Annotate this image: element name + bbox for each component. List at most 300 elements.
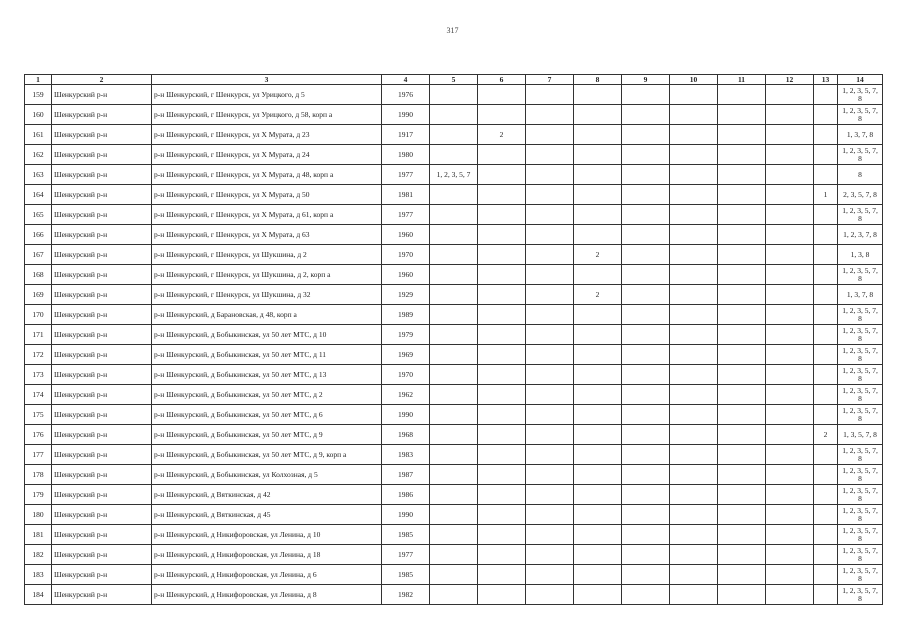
col-6-cell — [478, 465, 526, 485]
table-row — [25, 185, 883, 205]
col-6-cell — [478, 105, 526, 125]
year-cell: 1983 — [382, 445, 430, 465]
col-12-cell — [766, 325, 814, 345]
col-9-cell — [622, 165, 670, 185]
row-number-cell: 175 — [25, 405, 52, 425]
row-number-cell: 164 — [25, 185, 52, 205]
col-12-cell — [766, 165, 814, 185]
col-5-cell — [430, 245, 478, 265]
col-5-cell — [430, 505, 478, 525]
table-row — [25, 245, 883, 265]
district-cell: Шенкурский р-н — [52, 305, 152, 325]
district-cell: Шенкурский р-н — [52, 485, 152, 505]
table-row — [25, 525, 883, 545]
col-12-cell — [766, 125, 814, 145]
col-8-cell — [574, 425, 622, 445]
address-cell: р-н Шенкурский, д Бобыкинская, ул 50 лет МТС, д 10 — [152, 325, 382, 345]
col-12-cell — [766, 505, 814, 525]
address-cell: р-н Шенкурский, г Шенкурск, ул Х Мурата, д 61, корп а — [152, 205, 382, 225]
district-cell: Шенкурский р-н — [52, 165, 152, 185]
col-8-cell — [574, 585, 622, 605]
col-7-cell — [526, 125, 574, 145]
address-cell: р-н Шенкурский, г Шенкурск, ул Урицкого, д 5 — [152, 85, 382, 105]
col-14-cell: 1, 2, 3, 5, 7, 8 — [838, 585, 883, 605]
col-8-cell — [574, 465, 622, 485]
year-cell: 1990 — [382, 105, 430, 125]
col-10-cell — [670, 105, 718, 125]
col-13-cell — [814, 445, 838, 465]
col-10-cell — [670, 465, 718, 485]
col-13-cell — [814, 125, 838, 145]
year-cell: 1960 — [382, 225, 430, 245]
col-9-cell — [622, 565, 670, 585]
col-11-cell — [718, 565, 766, 585]
table-row — [25, 545, 883, 565]
col-5-cell — [430, 325, 478, 345]
col-9-cell — [622, 105, 670, 125]
col-14-cell: 1, 2, 3, 5, 7, 8 — [838, 445, 883, 465]
col-13-cell — [814, 305, 838, 325]
row-number-cell: 178 — [25, 465, 52, 485]
col-12-cell — [766, 405, 814, 425]
col-5-cell — [430, 105, 478, 125]
col-8-cell — [574, 325, 622, 345]
address-cell: р-н Шенкурский, д Никифоровская, ул Ленина, д 10 — [152, 525, 382, 545]
year-cell: 1979 — [382, 325, 430, 345]
col-13-cell — [814, 145, 838, 165]
col-10-cell — [670, 245, 718, 265]
col-7-cell — [526, 365, 574, 385]
col-14-cell: 1, 2, 3, 5, 7, 8 — [838, 85, 883, 105]
col-9-cell — [622, 225, 670, 245]
col-12-cell — [766, 205, 814, 225]
address-cell: р-н Шенкурский, д Барановская, д 48, корп а — [152, 305, 382, 325]
year-cell: 1980 — [382, 145, 430, 165]
col-6-cell — [478, 445, 526, 465]
col-11-cell — [718, 125, 766, 145]
col-14-cell: 1, 2, 3, 5, 7, 8 — [838, 525, 883, 545]
col-11-cell — [718, 365, 766, 385]
year-cell: 1968 — [382, 425, 430, 445]
col-9-cell — [622, 85, 670, 105]
col-6-cell — [478, 425, 526, 445]
col-12-cell — [766, 265, 814, 285]
address-cell: р-н Шенкурский, д Никифоровская, ул Ленина, д 18 — [152, 545, 382, 565]
col-6-cell — [478, 405, 526, 425]
col-6-cell — [478, 485, 526, 505]
row-number-cell: 181 — [25, 525, 52, 545]
col-11-cell — [718, 585, 766, 605]
col-14-cell: 1, 3, 7, 8 — [838, 285, 883, 305]
col-13-cell — [814, 265, 838, 285]
table-row — [25, 365, 883, 385]
table-row — [25, 345, 883, 365]
col-8-cell — [574, 545, 622, 565]
col-5-cell — [430, 425, 478, 445]
col-5-cell — [430, 185, 478, 205]
col-8-cell — [574, 165, 622, 185]
col-6-cell: 2 — [478, 125, 526, 145]
col-8-cell — [574, 185, 622, 205]
column-header: 5 — [430, 75, 478, 85]
col-8-cell — [574, 105, 622, 125]
table-row — [25, 565, 883, 585]
col-13-cell — [814, 465, 838, 485]
col-14-cell: 1, 3, 5, 7, 8 — [838, 425, 883, 445]
col-14-cell: 1, 2, 3, 5, 7, 8 — [838, 265, 883, 285]
col-12-cell — [766, 345, 814, 365]
col-10-cell — [670, 585, 718, 605]
row-number-cell: 171 — [25, 325, 52, 345]
year-cell: 1987 — [382, 465, 430, 485]
address-cell: р-н Шенкурский, д Бобыкинская, ул 50 лет МТС, д 2 — [152, 385, 382, 405]
col-12-cell — [766, 105, 814, 125]
address-cell: р-н Шенкурский, г Шенкурск, ул Шукшина, д 32 — [152, 285, 382, 305]
district-cell: Шенкурский р-н — [52, 185, 152, 205]
row-number-cell: 161 — [25, 125, 52, 145]
col-10-cell — [670, 385, 718, 405]
col-14-cell: 1, 2, 3, 5, 7, 8 — [838, 205, 883, 225]
col-8-cell: 2 — [574, 245, 622, 265]
col-6-cell — [478, 165, 526, 185]
col-11-cell — [718, 385, 766, 405]
col-13-cell — [814, 85, 838, 105]
year-cell: 1962 — [382, 385, 430, 405]
col-11-cell — [718, 525, 766, 545]
year-cell: 1989 — [382, 305, 430, 325]
col-6-cell — [478, 505, 526, 525]
col-5-cell — [430, 445, 478, 465]
table-row — [25, 405, 883, 425]
col-6-cell — [478, 285, 526, 305]
col-14-cell: 2, 3, 5, 7, 8 — [838, 185, 883, 205]
col-5-cell — [430, 365, 478, 385]
column-header: 11 — [718, 75, 766, 85]
col-10-cell — [670, 285, 718, 305]
col-13-cell — [814, 205, 838, 225]
district-cell: Шенкурский р-н — [52, 205, 152, 225]
col-14-cell: 1, 2, 3, 5, 7, 8 — [838, 365, 883, 385]
col-7-cell — [526, 145, 574, 165]
col-9-cell — [622, 325, 670, 345]
year-cell: 1977 — [382, 545, 430, 565]
col-12-cell — [766, 585, 814, 605]
col-10-cell — [670, 405, 718, 425]
col-10-cell — [670, 125, 718, 145]
col-13-cell: 2 — [814, 425, 838, 445]
address-cell: р-н Шенкурский, г Шенкурск, ул Шукшина, д 2, корп а — [152, 265, 382, 285]
row-number-cell: 176 — [25, 425, 52, 445]
col-9-cell — [622, 385, 670, 405]
col-12-cell — [766, 525, 814, 545]
address-cell: р-н Шенкурский, д Вяткинская, д 42 — [152, 485, 382, 505]
district-cell: Шенкурский р-н — [52, 125, 152, 145]
col-8-cell — [574, 405, 622, 425]
col-12-cell — [766, 145, 814, 165]
col-7-cell — [526, 105, 574, 125]
row-number-cell: 162 — [25, 145, 52, 165]
col-12-cell — [766, 445, 814, 465]
col-11-cell — [718, 145, 766, 165]
col-6-cell — [478, 225, 526, 245]
housing-table — [24, 74, 883, 605]
col-12-cell — [766, 365, 814, 385]
col-8-cell — [574, 485, 622, 505]
district-cell: Шенкурский р-н — [52, 265, 152, 285]
col-5-cell — [430, 305, 478, 325]
district-cell: Шенкурский р-н — [52, 385, 152, 405]
column-header: 8 — [574, 75, 622, 85]
column-header: 7 — [526, 75, 574, 85]
col-10-cell — [670, 345, 718, 365]
col-14-cell: 1, 2, 3, 5, 7, 8 — [838, 305, 883, 325]
col-11-cell — [718, 405, 766, 425]
col-11-cell — [718, 505, 766, 525]
col-14-cell: 1, 2, 3, 7, 8 — [838, 225, 883, 245]
col-8-cell — [574, 305, 622, 325]
address-cell: р-н Шенкурский, д Бобыкинская, ул 50 лет МТС, д 9 — [152, 425, 382, 445]
row-number-cell: 177 — [25, 445, 52, 465]
col-13-cell — [814, 525, 838, 545]
col-11-cell — [718, 165, 766, 185]
col-7-cell — [526, 405, 574, 425]
district-cell: Шенкурский р-н — [52, 585, 152, 605]
col-13-cell — [814, 545, 838, 565]
table-row — [25, 445, 883, 465]
col-11-cell — [718, 345, 766, 365]
col-12-cell — [766, 565, 814, 585]
col-6-cell — [478, 185, 526, 205]
table-row — [25, 85, 883, 105]
col-11-cell — [718, 445, 766, 465]
year-cell: 1990 — [382, 405, 430, 425]
col-7-cell — [526, 185, 574, 205]
page-number: 317 — [446, 26, 459, 35]
table-row — [25, 325, 883, 345]
col-7-cell — [526, 285, 574, 305]
col-7-cell — [526, 205, 574, 225]
col-13-cell — [814, 225, 838, 245]
col-6-cell — [478, 265, 526, 285]
address-cell: р-н Шенкурский, г Шенкурск, ул Шукшина, д 2 — [152, 245, 382, 265]
row-number-cell: 182 — [25, 545, 52, 565]
col-12-cell — [766, 185, 814, 205]
year-cell: 1917 — [382, 125, 430, 145]
col-12-cell — [766, 485, 814, 505]
col-13-cell — [814, 385, 838, 405]
column-header: 12 — [766, 75, 814, 85]
district-cell: Шенкурский р-н — [52, 225, 152, 245]
table-row — [25, 425, 883, 445]
col-7-cell — [526, 545, 574, 565]
col-9-cell — [622, 365, 670, 385]
col-11-cell — [718, 185, 766, 205]
year-cell: 1970 — [382, 365, 430, 385]
col-9-cell — [622, 485, 670, 505]
row-number-cell: 163 — [25, 165, 52, 185]
col-7-cell — [526, 325, 574, 345]
address-cell: р-н Шенкурский, д Бобыкинская, ул 50 лет МТС, д 11 — [152, 345, 382, 365]
col-14-cell: 1, 2, 3, 5, 7, 8 — [838, 105, 883, 125]
col-10-cell — [670, 505, 718, 525]
col-9-cell — [622, 305, 670, 325]
col-8-cell — [574, 205, 622, 225]
col-13-cell — [814, 165, 838, 185]
table-row — [25, 145, 883, 165]
table-row — [25, 385, 883, 405]
table-row — [25, 485, 883, 505]
col-10-cell — [670, 565, 718, 585]
district-cell: Шенкурский р-н — [52, 425, 152, 445]
col-12-cell — [766, 225, 814, 245]
col-8-cell: 2 — [574, 285, 622, 305]
year-cell: 1985 — [382, 525, 430, 545]
col-13-cell — [814, 365, 838, 385]
col-11-cell — [718, 225, 766, 245]
col-10-cell — [670, 485, 718, 505]
col-12-cell — [766, 465, 814, 485]
col-14-cell: 1, 2, 3, 5, 7, 8 — [838, 485, 883, 505]
row-number-cell: 179 — [25, 485, 52, 505]
col-13-cell — [814, 345, 838, 365]
col-8-cell — [574, 345, 622, 365]
col-8-cell — [574, 565, 622, 585]
year-cell: 1982 — [382, 585, 430, 605]
row-number-cell: 174 — [25, 385, 52, 405]
col-6-cell — [478, 385, 526, 405]
col-11-cell — [718, 285, 766, 305]
col-9-cell — [622, 345, 670, 365]
district-cell: Шенкурский р-н — [52, 505, 152, 525]
col-10-cell — [670, 445, 718, 465]
col-6-cell — [478, 365, 526, 385]
col-8-cell — [574, 385, 622, 405]
district-cell: Шенкурский р-н — [52, 525, 152, 545]
col-11-cell — [718, 485, 766, 505]
address-cell: р-н Шенкурский, г Шенкурск, ул Х Мурата, д 48, корп а — [152, 165, 382, 185]
table-header-row — [25, 75, 883, 85]
year-cell: 1977 — [382, 205, 430, 225]
col-5-cell — [430, 405, 478, 425]
col-10-cell — [670, 265, 718, 285]
district-cell: Шенкурский р-н — [52, 85, 152, 105]
col-7-cell — [526, 485, 574, 505]
col-7-cell — [526, 225, 574, 245]
col-7-cell — [526, 345, 574, 365]
address-cell: р-н Шенкурский, д Бобыкинская, ул 50 лет МТС, д 9, корп а — [152, 445, 382, 465]
col-7-cell — [526, 305, 574, 325]
col-13-cell — [814, 245, 838, 265]
table-row — [25, 505, 883, 525]
district-cell: Шенкурский р-н — [52, 345, 152, 365]
col-8-cell — [574, 125, 622, 145]
col-9-cell — [622, 525, 670, 545]
table-row — [25, 285, 883, 305]
col-14-cell: 1, 3, 8 — [838, 245, 883, 265]
col-11-cell — [718, 325, 766, 345]
table-row — [25, 225, 883, 245]
year-cell: 1929 — [382, 285, 430, 305]
address-cell: р-н Шенкурский, д Никифоровская, ул Ленина, д 6 — [152, 565, 382, 585]
column-header: 2 — [52, 75, 152, 85]
col-8-cell — [574, 145, 622, 165]
year-cell: 1981 — [382, 185, 430, 205]
address-cell: р-н Шенкурский, г Шенкурск, ул Урицкого, д 58, корп а — [152, 105, 382, 125]
col-9-cell — [622, 445, 670, 465]
row-number-cell: 180 — [25, 505, 52, 525]
column-header: 6 — [478, 75, 526, 85]
col-11-cell — [718, 265, 766, 285]
col-8-cell — [574, 225, 622, 245]
col-7-cell — [526, 525, 574, 545]
address-cell: р-н Шенкурский, д Бобыкинская, ул 50 лет МТС, д 6 — [152, 405, 382, 425]
table-row — [25, 585, 883, 605]
col-5-cell — [430, 585, 478, 605]
district-cell: Шенкурский р-н — [52, 405, 152, 425]
year-cell: 1990 — [382, 505, 430, 525]
col-10-cell — [670, 225, 718, 245]
address-cell: р-н Шенкурский, д Вяткинская, д 45 — [152, 505, 382, 525]
col-6-cell — [478, 325, 526, 345]
district-cell: Шенкурский р-н — [52, 565, 152, 585]
col-7-cell — [526, 85, 574, 105]
col-10-cell — [670, 145, 718, 165]
row-number-cell: 184 — [25, 585, 52, 605]
col-10-cell — [670, 165, 718, 185]
col-8-cell — [574, 365, 622, 385]
column-header: 13 — [814, 75, 838, 85]
col-5-cell — [430, 125, 478, 145]
address-cell: р-н Шенкурский, д Бобыкинская, ул 50 лет МТС, д 13 — [152, 365, 382, 385]
row-number-cell: 167 — [25, 245, 52, 265]
col-14-cell: 1, 2, 3, 5, 7, 8 — [838, 545, 883, 565]
column-header: 4 — [382, 75, 430, 85]
table-body — [25, 85, 883, 605]
col-14-cell: 1, 2, 3, 5, 7, 8 — [838, 385, 883, 405]
col-7-cell — [526, 165, 574, 185]
col-13-cell — [814, 105, 838, 125]
col-9-cell — [622, 145, 670, 165]
district-cell: Шенкурский р-н — [52, 545, 152, 565]
col-7-cell — [526, 585, 574, 605]
col-12-cell — [766, 385, 814, 405]
col-10-cell — [670, 205, 718, 225]
col-14-cell: 1, 2, 3, 5, 7, 8 — [838, 345, 883, 365]
col-9-cell — [622, 405, 670, 425]
col-13-cell — [814, 325, 838, 345]
col-12-cell — [766, 545, 814, 565]
row-number-cell: 183 — [25, 565, 52, 585]
row-number-cell: 169 — [25, 285, 52, 305]
col-11-cell — [718, 85, 766, 105]
col-11-cell — [718, 245, 766, 265]
col-12-cell — [766, 305, 814, 325]
col-5-cell — [430, 205, 478, 225]
col-11-cell — [718, 545, 766, 565]
col-5-cell — [430, 265, 478, 285]
column-header: 3 — [152, 75, 382, 85]
year-cell: 1977 — [382, 165, 430, 185]
row-number-cell: 168 — [25, 265, 52, 285]
col-6-cell — [478, 145, 526, 165]
col-9-cell — [622, 585, 670, 605]
row-number-cell: 173 — [25, 365, 52, 385]
col-7-cell — [526, 245, 574, 265]
col-6-cell — [478, 245, 526, 265]
col-11-cell — [718, 425, 766, 445]
column-header: 14 — [838, 75, 883, 85]
address-cell: р-н Шенкурский, д Бобыкинская, ул Колхозная, д 5 — [152, 465, 382, 485]
